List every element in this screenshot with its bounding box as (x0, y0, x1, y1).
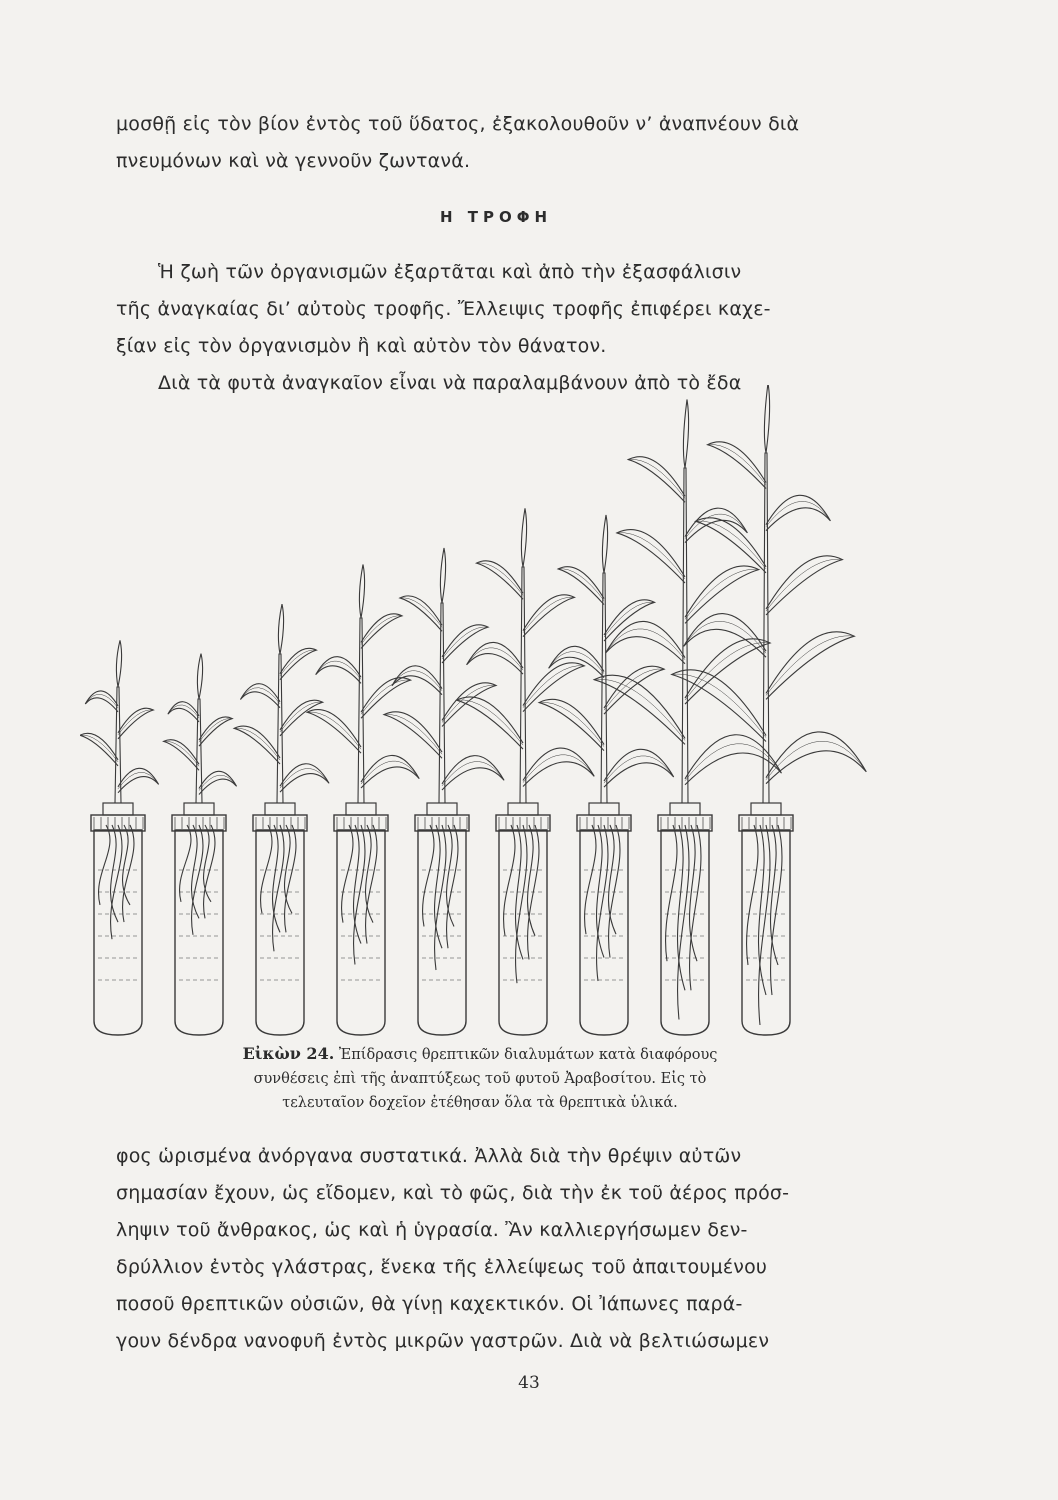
text-line: ληψιν τοῦ ἄνθρακος, ὡς καὶ ἡ ὑγρασία. Ἂν καλλιεργήσωμεν δεν- (116, 1219, 748, 1241)
plant-jar (164, 654, 237, 1035)
nutrition-paragraph (116, 254, 876, 402)
text-line: ξίαν εἰς τὸν ὀργανισμὸν ἢ καὶ αὐτὸν τὸν θάνατον. (116, 335, 607, 357)
text-line: φος ὡρισμένα ἀνόργανα συστατικά. Ἀλλὰ διὰ τὴν θρέψιν αὐτῶν (116, 1145, 742, 1167)
text-line: Διὰ τὰ φυτὰ ἀναγκαῖον εἶναι νὰ παραλαμβάνουν ἀπὸ τὸ ἔδα (158, 372, 742, 394)
plant-jar (307, 565, 419, 1036)
caption-line: Ἐπίδρασις θρεπτικῶν διαλυμάτων κατὰ διαφόρους (338, 1047, 718, 1063)
text-line: δρύλλιον ἐντὸς γλάστρας, ἕνεκα τῆς ἐλλείψεως τοῦ ἀπαιτουμένου (116, 1256, 768, 1278)
caption-line: συνθέσεις ἐπὶ τῆς ἀναπτύξεως τοῦ φυτοῦ Ἀραβοσίτου. Εἰς τὸ (253, 1071, 707, 1087)
intro-paragraph (116, 106, 876, 180)
plant-jar (672, 385, 867, 1035)
text-line: σημασίαν ἔχουν, ὡς εἴδομεν, καὶ τὸ φῶς, διὰ τὴν ἐκ τοῦ ἀέρος πρόσ- (116, 1182, 790, 1204)
section-heading: Η ΤΡΟΦΗ (439, 208, 553, 226)
caption-line: τελευταῖον δοχεῖον ἐτέθησαν ὅλα τὰ θρεπτικὰ ὑλικά. (282, 1095, 678, 1111)
page-number: 43 (518, 1373, 540, 1393)
text-line: ποσοῦ θρεπτικῶν οὐσιῶν, θὰ γίνῃ καχεκτικόν. Οἱ Ἰάπωνες παρά- (116, 1293, 743, 1315)
figure-label: Εἰκὼν 24. (242, 1044, 335, 1063)
continued-paragraph (116, 1138, 876, 1360)
plant-jar (539, 515, 674, 1035)
plant-jar (234, 604, 329, 1035)
text-line: γουν δένδρα νανοφυῆ ἐντὸς μικρῶν γαστρῶν. Διὰ νὰ βελτιώσωμεν (116, 1330, 770, 1352)
plant-jar (384, 548, 504, 1035)
maize-nutrient-figure (80, 385, 880, 1045)
text-line: τῆς ἀναγκαίας δι’ αὐτοὺς τροφῆς. Ἔλλειψις τροφῆς ἐπιφέρει καχε- (116, 298, 771, 320)
text-line: Ἡ ζωὴ τῶν ὀργανισμῶν ἐξαρτᾶται καὶ ἀπὸ τὴν ἐξασφάλισιν (158, 261, 742, 283)
figure-caption (80, 1042, 880, 1115)
plant-jar (594, 400, 781, 1036)
text-line: πνευμόνων καὶ νὰ γεννοῦν ζωντανά. (116, 150, 471, 172)
text-line: μοσθῇ εἰς τὸν βίον ἐντὸς τοῦ ὕδατος, ἐξακολουθοῦν ν’ ἀναπνέουν διὰ (116, 113, 800, 135)
plant-jar (80, 640, 159, 1035)
plant-jar (457, 508, 595, 1035)
